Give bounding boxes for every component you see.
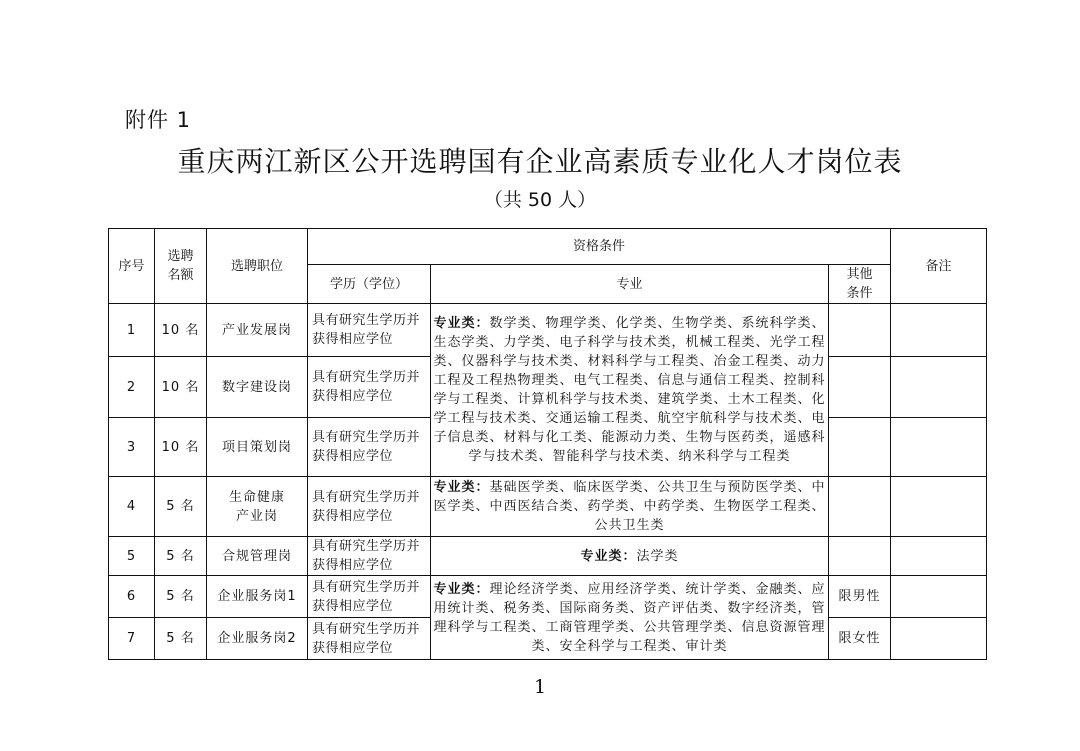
row-other: 限女性	[829, 618, 891, 660]
row-count: 5 名	[155, 618, 207, 660]
row-remarks	[891, 576, 987, 618]
major-text: 数学类、物理学类、化学类、生物学类、系统科学类、生态学类、力学类、电子科学与技术类，机械工程类、光学工程类、仪器科学与技术类、材料科学与工程类、冶金工程类、动力工程及工程热物理类、电气工程类、信息与通信工程类、控制科学与工程类、计算机科学与技术类、建筑学类、土木工程类、化学工程与技术类、交通运输工程类、航空宇航科学与技术类、电子信息类、材料与化工类、能源动力类、生物与医药类，遥感科学与技术类、智能科学与技术类、纳米科学与工程类	[433, 316, 826, 464]
row-position: 生命健康产业岗	[207, 477, 308, 537]
major-label: 专业类：	[580, 548, 637, 564]
row-count: 10 名	[155, 357, 207, 418]
row-remarks	[891, 618, 987, 660]
row-seq: 5	[109, 537, 155, 576]
row-position: 数字建设岗	[207, 357, 308, 418]
row-other	[829, 357, 891, 418]
row-position: 项目策划岗	[207, 418, 308, 477]
row-education: 具有研究生学历并获得相应学位	[308, 304, 431, 357]
header-other: 其他条件	[829, 265, 891, 304]
row-position: 企业服务岗2	[207, 618, 308, 660]
header-count: 选聘名额	[155, 229, 207, 304]
positions-table	[108, 228, 987, 660]
row-major	[431, 576, 829, 660]
row-position: 企业服务岗1	[207, 576, 308, 618]
row-other	[829, 304, 891, 357]
row-other: 限男性	[829, 576, 891, 618]
row-seq: 1	[109, 304, 155, 357]
major-text: 基础医学类、临床医学类、公共卫生与预防医学类、中医学类、中西医结合类、药学类、中药学类、生物医学工程类、公共卫生类	[433, 480, 826, 533]
major-text: 理论经济学类、应用经济学类、统计学类、金融类、应用统计类、税务类、国际商务类、资产评估类、数字经济类，管理科学与工程类、工商管理学类、公共管理学类、信息资源管理类、安全科学与工程类、审计类	[433, 581, 826, 654]
row-education: 具有研究生学历并获得相应学位	[308, 618, 431, 660]
row-seq: 2	[109, 357, 155, 418]
header-row-1	[109, 229, 987, 265]
page-subtitle: （共 50 人）	[483, 189, 597, 211]
row-education: 具有研究生学历并获得相应学位	[308, 576, 431, 618]
row-remarks	[891, 418, 987, 477]
header-remarks: 备注	[891, 229, 987, 304]
header-position: 选聘职位	[207, 229, 308, 304]
row-seq: 4	[109, 477, 155, 537]
header-education: 学历（学位）	[308, 265, 431, 304]
table-row	[109, 537, 987, 576]
major-label: 专业类：	[433, 480, 490, 495]
table-row	[109, 477, 987, 537]
row-remarks	[891, 477, 987, 537]
row-other	[829, 537, 891, 576]
row-major	[431, 537, 829, 576]
major-label: 专业类：	[433, 581, 490, 597]
row-position: 产业发展岗	[207, 304, 308, 357]
row-seq: 3	[109, 418, 155, 477]
header-seq: 序号	[109, 229, 155, 304]
header-qualification: 资格条件	[308, 229, 891, 265]
major-label: 专业类：	[433, 316, 490, 331]
row-count: 10 名	[155, 304, 207, 357]
row-count: 5 名	[155, 576, 207, 618]
major-text: 法学类	[636, 548, 679, 564]
row-education: 具有研究生学历并获得相应学位	[308, 477, 431, 537]
row-count: 5 名	[155, 537, 207, 576]
page-title: 重庆两江新区公开选聘国有企业高素质专业化人才岗位表	[177, 145, 903, 178]
row-count: 10 名	[155, 418, 207, 477]
table-row	[109, 576, 987, 618]
row-remarks	[891, 357, 987, 418]
row-major	[431, 477, 829, 537]
row-education: 具有研究生学历并获得相应学位	[308, 537, 431, 576]
row-position: 合规管理岗	[207, 537, 308, 576]
row-education: 具有研究生学历并获得相应学位	[308, 357, 431, 418]
row-other	[829, 477, 891, 537]
page-number: 1	[533, 676, 547, 698]
row-other	[829, 418, 891, 477]
row-remarks	[891, 304, 987, 357]
row-seq: 7	[109, 618, 155, 660]
row-seq: 6	[109, 576, 155, 618]
row-major	[431, 304, 829, 477]
row-remarks	[891, 537, 987, 576]
row-education: 具有研究生学历并获得相应学位	[308, 418, 431, 477]
attachment-label: 附件 1	[125, 108, 192, 132]
row-count: 5 名	[155, 477, 207, 537]
table-row	[109, 304, 987, 357]
header-major: 专业	[431, 265, 829, 304]
